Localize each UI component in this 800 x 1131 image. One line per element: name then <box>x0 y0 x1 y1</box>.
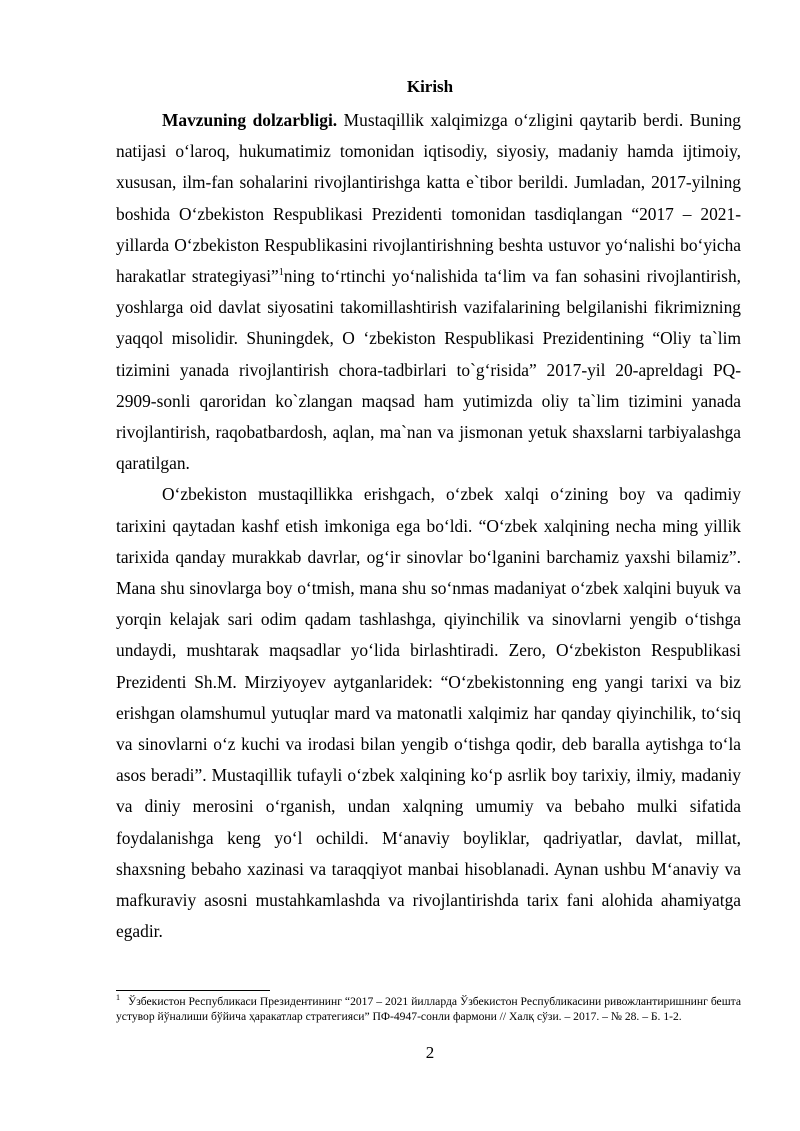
section-title: Kirish <box>406 77 454 96</box>
paragraph-1-text-b: ning toʻrtinchi yoʻnalishida taʻlim va fan sohasini rivojlantirish, yoshlarga oid davlat siyosatini takomillashtirish vazifalarining belgilanishi fikrimizning yaqqol misolidir. Shuningdek, O ʻzbekiston Respublikasi Prezidentining “Oliy ta`lim tizimini yanada rivojlantirish chora-tadbirlari to`gʻrisida” 2017-yil 20-apreldagi PQ-2909-sonli qaroridan ko`zlangan maqsad ham yutimizda oliy ta`lim tizimini yanada rivojlantirish, raqobatbardosh, aqlan, ma`nan va jismonan yetuk shaxslarni tarbiyalashga qaratilgan. <box>116 266 741 474</box>
paragraph-1-text-a: Mustaqillik xalqimizga oʻzligini qaytarib berdi. Buning natijasi oʻlaroq, hukumatimiz tomonidan iqtisodiy, siyosiy, madaniy hamda ijtimoiy, xususan, ilm-fan sohalarini rivojlantirishga katta e`tibor berildi. Jumladan, 2017-yilning boshida Oʻzbekiston Respublikasi Prezidenti tomonidan tasdiqlangan “2017 – 2021-yillarda Oʻzbekiston Respublikasini rivojlantirishning beshta ustuvor yoʻnalishi boʻyicha harakatlar strategiyasi” <box>116 110 741 287</box>
paragraph-lead: Mavzuning dolzarbligi. <box>162 110 338 130</box>
paragraph-2: Oʻzbekiston mustaqillikka erishgach, oʻzbek xalqi oʻzining boy va qadimiy tarixini qaytadan kashf etish imkoniga ega boʻldi. “Oʻzbek xalqining necha ming yillik tarixida qanday murakkab davrlar, ogʻir sinovlar boʻlganini barchamiz yaxshi bilamiz”. Mana shu sinovlarga boy oʻtmish, mana shu soʻnmas madaniyat oʻzbek xalqini buyuk va yorqin kelajak sari odim qadam tashlashga, qiyinchilik va sinovlarni yengib oʻtishga undaydi, mushtarak maqsadlar yoʻlida birlashtiradi. Zero, Oʻzbekiston Respublikasi Prezidenti Sh.M. Mirziyoyev aytganlaridek: “Oʻzbekistonning eng yangi tarixi va biz erishgan olamshumul yutuqlar mard va matonatli xalqimiz har qanday qiyinchilik, toʻsiq va sinovlarni oʻz kuchi va irodasi bilan yengib oʻtishga qodir, deb baralla aytishga toʻla asos beradi”. Mustaqillik tufayli oʻzbek xalqining koʻp asrlik boy tarixiy, ilmiy, madaniy va diniy merosini oʻrganish, undan xalqning umumiy va bebaho mulki sifatida foydalanishga keng yoʻl ochildi. Mʻanaviy boyliklar, qadriyatlar, davlat, millat, shaxsning bebaho xazinasi va taraqqiyot manbai hisoblanadi. Aynan ushbu Mʻanaviy va mafkuraviy asosni mustahkamlashda va rivojlantirishda tarix fani alohida ahamiyatga egadir. <box>116 484 741 942</box>
paragraph-1 <box>116 105 741 479</box>
footnote-reference[interactable]: 1 <box>278 267 284 279</box>
footnote-separator <box>116 990 270 991</box>
page-number: 2 <box>425 1043 435 1062</box>
footnote <box>116 994 741 1024</box>
footnote-text: Ўзбекистон Республикаси Президентининг “2017 – 2021 йилларда Ўзбекистон Республикасини ривожлантиришнинг бешта устувор йўналиши бўйича ҳаракатлар стратегияси” ПФ-4947-сонли фармони // Халқ сўзи. – 2017. – № 28. – Б. 1-2. <box>116 995 741 1023</box>
footnote-number: 1 <box>116 993 120 1003</box>
body-text <box>116 105 741 947</box>
